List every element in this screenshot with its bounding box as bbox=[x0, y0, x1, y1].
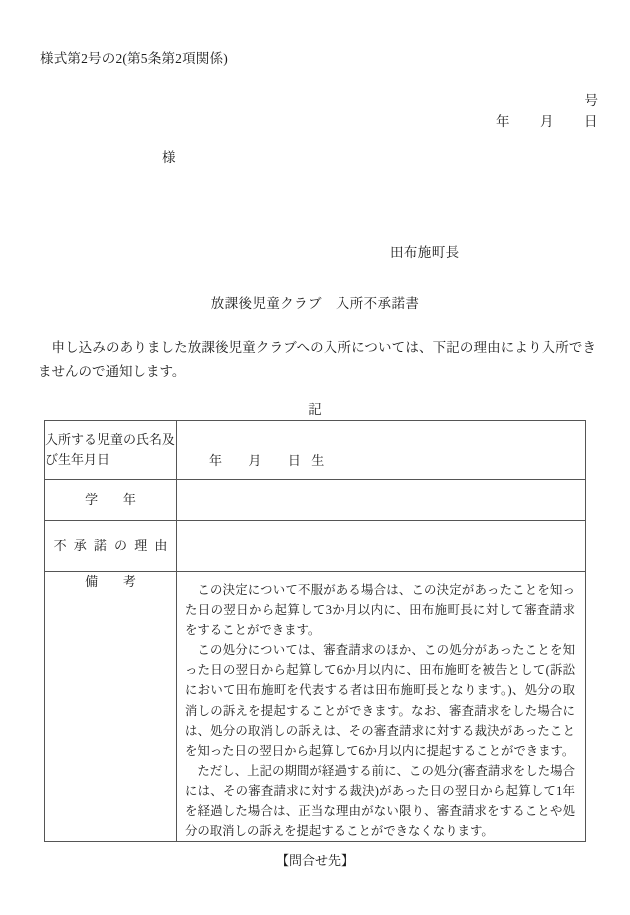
row-label-grade-text: 学年 bbox=[85, 491, 161, 507]
row-value-child-name[interactable] bbox=[177, 421, 586, 480]
row-value-grade[interactable] bbox=[177, 480, 586, 521]
row-label-remarks bbox=[45, 572, 177, 842]
remarks-text-block bbox=[177, 572, 585, 841]
remarks-paragraph-3: ただし、上記の期間が経過する前に、この処分(審査請求をした場合には、その審査請求に対する裁決)があった日の翌日から起算して1年を経過した場合は、正当な理由がない限り、審査請求をすることや処分の取消しの訴えを提起することができなくなります。 bbox=[185, 763, 575, 839]
issuer-name: 田布施町長 bbox=[390, 245, 460, 260]
addressee-honorific: 様 bbox=[162, 150, 176, 165]
table-row-reason bbox=[45, 521, 586, 572]
date-year-label: 年 bbox=[496, 114, 510, 129]
birth-month-label: 月 bbox=[248, 453, 262, 468]
birth-born-label: 生 bbox=[311, 453, 325, 468]
birth-day-label: 日 bbox=[287, 453, 302, 468]
document-date-line bbox=[496, 110, 598, 130]
document-number-suffix: 号 bbox=[584, 93, 598, 108]
row-label-reason bbox=[45, 521, 177, 572]
table-row-remarks bbox=[45, 572, 586, 842]
notice-table bbox=[44, 420, 586, 842]
remarks-paragraph-2: この処分については、審査請求のほか、この処分があったことを知った日の翌日から起算して6か月以内に、田布施町を被告として(訴訟において田布施町を代表する者は田布施町長となります。)、処分の取消しの訴えを提起することができます。なお、審査請求をした場合には、処分の取消しの訴えは、その審査請求に対する裁決があったことを知った日の翌日から起算して6か月以内に提起することができます。 bbox=[185, 643, 575, 758]
kioku-marker: 記 bbox=[308, 402, 322, 417]
row-label-child-name: 入所する児童の氏名及び生年月日 bbox=[45, 421, 177, 480]
form-code-label: 様式第2号の2(第5条第2項関係) bbox=[40, 51, 228, 66]
row-value-remarks bbox=[177, 572, 586, 842]
table-row-grade bbox=[45, 480, 586, 521]
document-number-line bbox=[585, 89, 599, 109]
birthdate-field bbox=[177, 450, 585, 469]
row-label-remarks-text: 備考 bbox=[85, 574, 161, 589]
date-day-label: 日 bbox=[584, 114, 598, 129]
table-row-child-name bbox=[45, 421, 586, 480]
addressee-line bbox=[162, 146, 176, 166]
contact-footer: 【問合せ先】 bbox=[275, 853, 354, 868]
row-value-reason[interactable] bbox=[177, 521, 586, 572]
row-label-reason-text: 不承諾の理由 bbox=[53, 537, 175, 553]
birth-year-label: 年 bbox=[209, 453, 223, 468]
body-paragraph: 申し込みのありました放課後児童クラブへの入所については、下記の理由により入所できませんので通知します。 bbox=[38, 340, 596, 379]
date-month-label: 月 bbox=[540, 114, 554, 129]
row-label-grade bbox=[45, 480, 177, 521]
remarks-paragraph-1: この決定について不服がある場合は、この決定があったことを知った日の翌日から起算して3か月以内に、田布施町長に対して審査請求をすることができます。 bbox=[185, 583, 575, 638]
page-title: 放課後児童クラブ 入所不承諾書 bbox=[210, 296, 420, 311]
